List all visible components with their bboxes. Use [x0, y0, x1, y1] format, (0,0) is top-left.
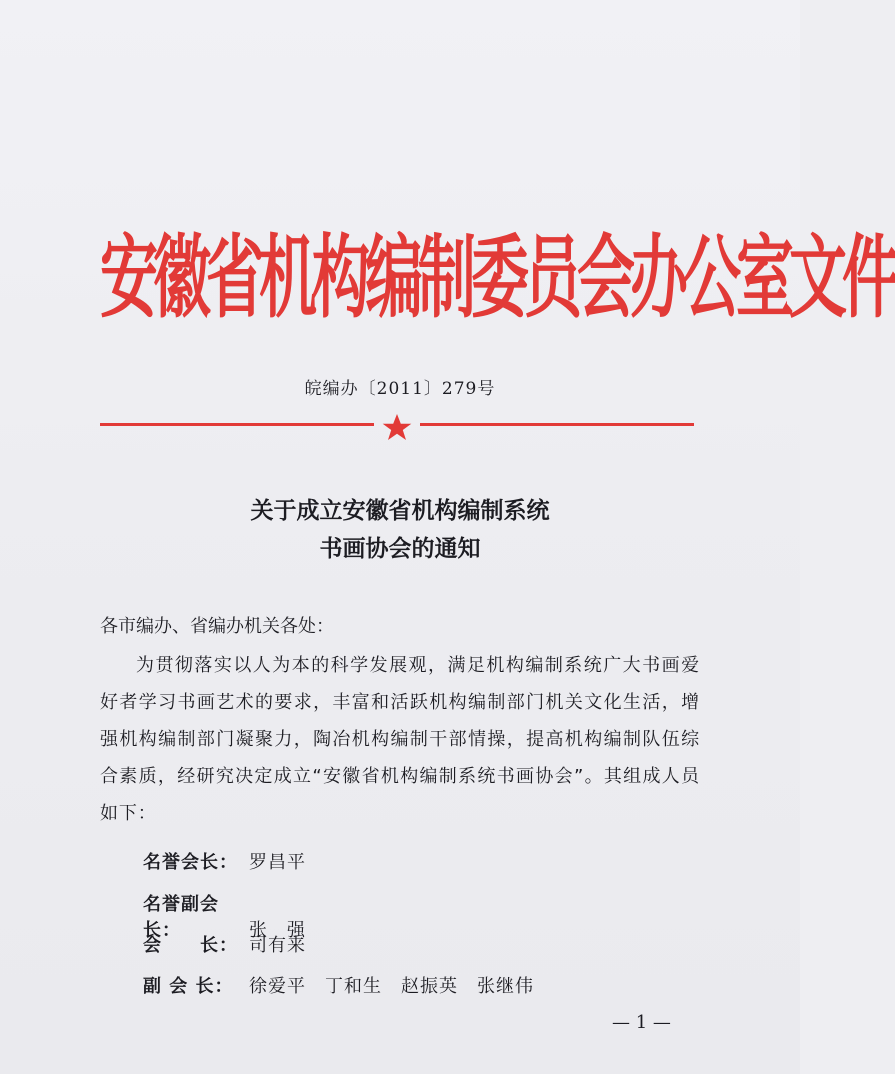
member-role: 名誉副会长：: [143, 894, 219, 941]
member-row: [143, 848, 306, 874]
member-names: 张 强: [249, 920, 306, 941]
divider-line-right: [420, 423, 694, 426]
notice-title-line-2: 书画协会的通知: [319, 535, 481, 562]
member-row: [143, 972, 534, 998]
member-role: 会 长：: [143, 935, 238, 956]
red-divider-with-star: [100, 412, 694, 442]
member-names: 司有来: [249, 935, 306, 956]
notice-title: [0, 492, 800, 568]
document-number: 皖编办〔2011〕279号: [304, 379, 496, 399]
member-role: 名誉会长：: [143, 852, 238, 873]
body-paragraph: 为贯彻落实以人为本的科学发展观，满足机构编制系统广大书画爱好者学习书画艺术的要求，丰富和活跃机构编制部门机关文化生活，增强机构编制部门凝聚力，陶冶机构编制干部情操，提高机构编制队伍综合素质，经研究决定成立“安徽省机构编制系统书画协会”。其组成人员如下：: [100, 655, 700, 824]
divider-line-left: [100, 423, 374, 426]
member-row: [143, 931, 306, 957]
member-names: 徐爱平 丁和生 赵振英 张继伟: [249, 976, 534, 997]
member-role: 副 会 长：: [143, 976, 234, 997]
member-names: 罗昌平: [249, 852, 306, 873]
star-icon: [383, 414, 412, 440]
notice-title-line-1: 关于成立安徽省机构编制系统: [250, 497, 550, 524]
salutation: 各市编办、省编办机关各处：: [100, 616, 334, 637]
page-number: — 1 —: [612, 1012, 671, 1033]
issuer-header-title: 安徽省机构编制委员会办公室文件: [100, 224, 895, 330]
